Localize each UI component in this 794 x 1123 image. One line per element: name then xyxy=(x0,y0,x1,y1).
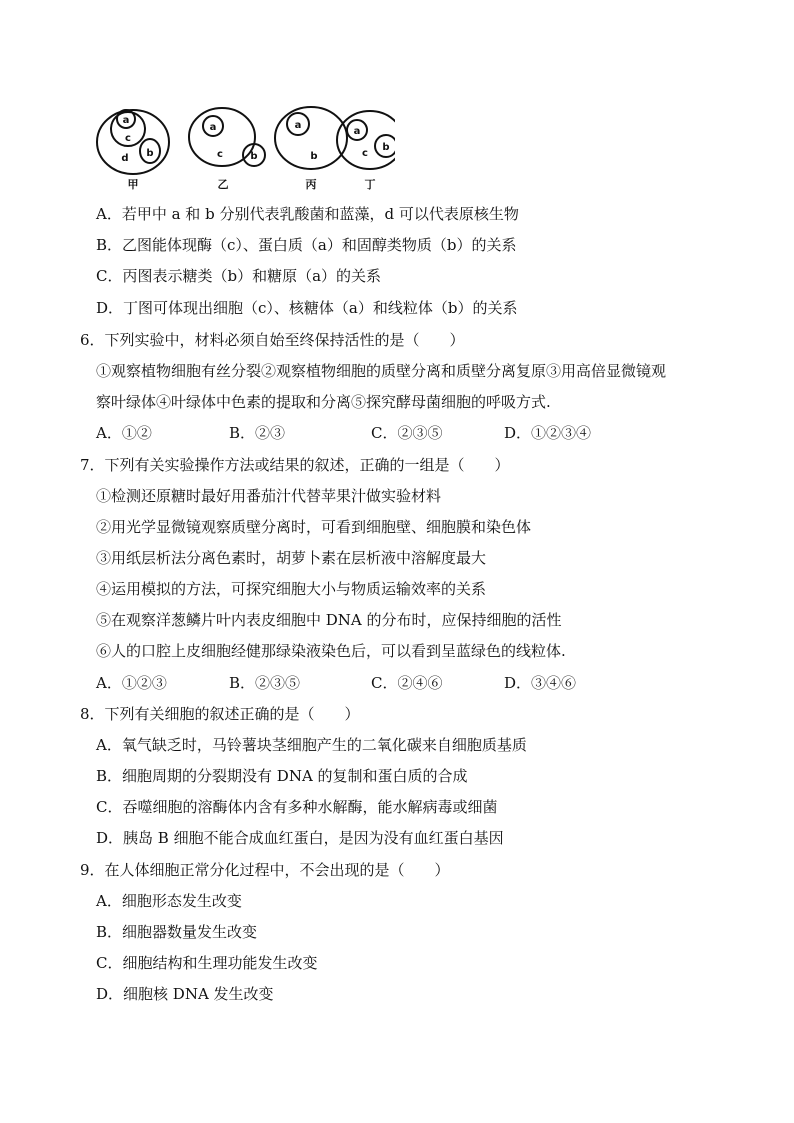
caption-jia: 甲 xyxy=(127,178,139,191)
q8-option-d: D．胰岛 B 细胞不能合成血红蛋白，是因为没有血红蛋白基因 xyxy=(96,829,504,847)
q7-option-b: B．②③⑤ xyxy=(229,674,301,692)
q8-option-a: A．氧气缺乏时，马铃薯块茎细胞产生的二氧化碳来自细胞质基质 xyxy=(96,736,527,754)
caption-yi: 乙 xyxy=(217,178,229,191)
q6-body-line-2: 察叶绿体④叶绿体中色素的提取和分离⑤探究酵母菌细胞的呼吸方式. xyxy=(96,393,551,411)
label-jia-b: b xyxy=(146,148,154,159)
label-ding-b: b xyxy=(382,142,390,153)
label-yi-a: a xyxy=(209,122,217,133)
label-bing-a: a xyxy=(294,120,302,131)
q9-option-b: B．细胞器数量发生改变 xyxy=(96,923,258,941)
q9-option-d: D．细胞核 DNA 发生改变 xyxy=(96,985,274,1003)
q7-statement-6: ⑥人的口腔上皮细胞经健那绿染液染色后，可以看到呈蓝绿色的线粒体. xyxy=(96,642,566,660)
q7-statement-2: ②用光学显微镜观察质壁分离时，可看到细胞壁、细胞膜和染色体 xyxy=(96,518,532,536)
q8-option-c: C．吞噬细胞的溶酶体内含有多种水解酶，能水解病毒或细菌 xyxy=(96,798,498,816)
label-jia-c: c xyxy=(125,133,131,144)
q9-stem: 9．在人体细胞正常分化过程中，不会出现的是（ ） xyxy=(80,861,450,879)
q7-options xyxy=(96,673,576,693)
q7-statement-3: ③用纸层析法分离色素时，胡萝卜素在层析液中溶解度最大 xyxy=(96,549,487,567)
q9-option-c: C．细胞结构和生理功能发生改变 xyxy=(96,954,318,972)
diagram-ding-outer xyxy=(337,111,395,169)
q6-option-d: D．①②③④ xyxy=(504,424,592,442)
q6-stem: 6．下列实验中，材料必须自始至终保持活性的是（ ） xyxy=(80,331,465,349)
set-diagrams-svg xyxy=(95,104,395,192)
q7-option-c: C．②④⑥ xyxy=(371,674,443,692)
q5-option-a: A．若甲中 a 和 b 分别代表乳酸菌和蓝藻，d 可以代表原核生物 xyxy=(96,205,519,223)
q5-option-c: C．丙图表示糖类（b）和糖原（a）的关系 xyxy=(96,267,382,285)
q5-option-d: D．丁图可体现出细胞（c）、核糖体（a）和线粒体（b）的关系 xyxy=(96,299,518,317)
q9-option-a: A．细胞形态发生改变 xyxy=(96,892,242,910)
q8-stem: 8．下列有关细胞的叙述正确的是（ ） xyxy=(80,705,360,723)
q7-statement-1: ①检测还原糖时最好用番茄汁代替苹果汁做实验材料 xyxy=(96,487,442,505)
label-ding-a: a xyxy=(353,126,361,137)
diagram-jia-outer xyxy=(97,110,169,174)
q6-option-b: B．②③ xyxy=(229,424,286,442)
label-jia-d: d xyxy=(121,153,129,164)
q6-options xyxy=(96,423,591,443)
caption-bing: 丙 xyxy=(305,178,317,191)
q6-option-a: A．①② xyxy=(96,424,152,442)
q8-option-b: B．细胞周期的分裂期没有 DNA 的复制和蛋白质的合成 xyxy=(96,767,468,785)
q5-option-b: B．乙图能体现酶（c）、蛋白质（a）和固醇类物质（b）的关系 xyxy=(96,236,517,254)
q7-option-a: A．①②③ xyxy=(96,674,167,692)
q7-statement-4: ④运用模拟的方法，可探究细胞大小与物质运输效率的关系 xyxy=(96,580,487,598)
label-bing-b: b xyxy=(310,151,318,162)
q6-body-line-1: ①观察植物细胞有丝分裂②观察植物细胞的质壁分离和质壁分离复原③用高倍显微镜观 xyxy=(96,362,667,380)
label-yi-b: b xyxy=(250,151,258,162)
caption-ding: 丁 xyxy=(364,178,376,191)
set-diagrams-figure xyxy=(95,104,395,192)
q7-stem: 7．下列有关实验操作方法或结果的叙述，正确的一组是（ ） xyxy=(80,456,510,474)
label-ding-c: c xyxy=(362,148,368,159)
q6-option-c: C．②③⑤ xyxy=(371,424,443,442)
q7-statement-5: ⑤在观察洋葱鳞片叶内表皮细胞中 DNA 的分布时，应保持细胞的活性 xyxy=(96,611,562,629)
label-jia-a: a xyxy=(122,115,130,126)
q7-option-d: D．③④⑥ xyxy=(504,674,577,692)
label-yi-c: c xyxy=(217,149,223,160)
